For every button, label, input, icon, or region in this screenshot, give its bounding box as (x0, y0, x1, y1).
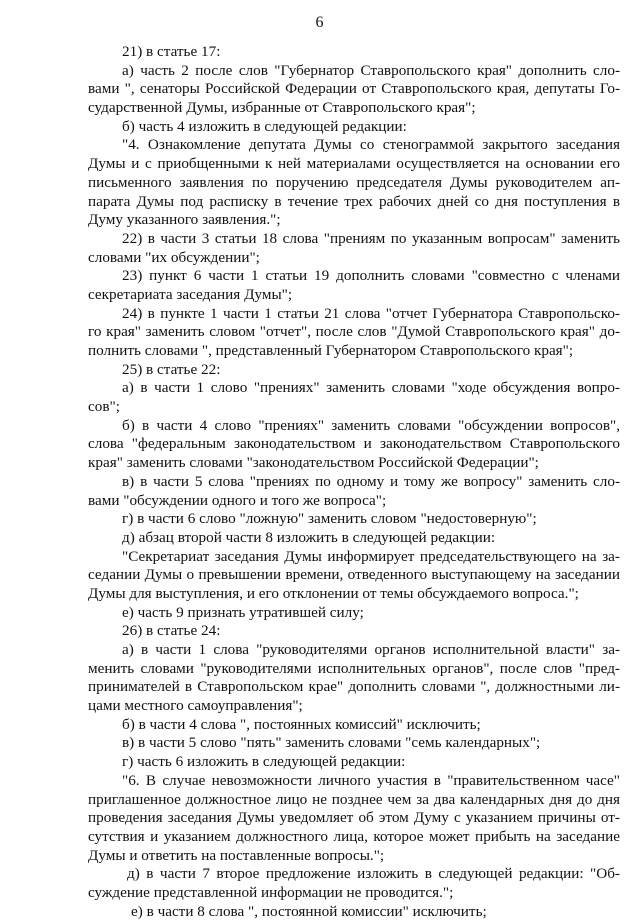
paragraph-line: д) абзац второй части 8 изложить в следующей редакции: (122, 528, 496, 546)
paragraph-line: Думу указанного заявления."; (88, 211, 281, 229)
paragraph-line: а) в части 1 слова "руководителями органов исполнительной власти" за- (122, 641, 620, 658)
paragraph-line: сов"; (88, 398, 120, 416)
paragraph-line: края" заменить словами "законодательством Российской Федерации"; (88, 454, 539, 472)
paragraph-line: слова "федеральным законодательством и законодательством Ставропольского (88, 435, 620, 453)
paragraph-line: 26) в статье 24: (122, 622, 221, 640)
paragraph-line: б) часть 4 изложить в следующей редакции: (122, 117, 407, 135)
paragraph-line: Думы и ответить на поставленные вопросы."; (88, 846, 385, 864)
paragraph-line: 22) в части 3 статьи 18 слова "прениям по указанным вопросам" заменить (122, 229, 620, 247)
paragraph-line: "4. Ознакомление депутата Думы со стенограммой закрытого заседания (122, 136, 620, 154)
paragraph-line: а) часть 2 после слов "Губернатор Ставропольского края" дополнить сло- (122, 61, 620, 79)
paragraph-line: е) в части 8 слова ", постоянной комиссии" исключить; (131, 902, 487, 920)
paragraph-line: 21) в статье 17: (122, 43, 221, 60)
paragraph-line: д) в части 7 второе предложение изложить в следующей редакции: "Об- (127, 865, 620, 883)
paragraph-line: 24) в пункте 1 части 1 статьи 21 слова "отчет Губернатора Ставропольско- (122, 304, 620, 322)
paragraph-line: а) в части 1 слово "прениях" заменить словами "ходе обсуждения вопро- (122, 379, 620, 397)
paragraph-line: б) в части 4 слово "прениях" заменить словами "обсуждении вопросов", (122, 416, 620, 434)
paragraph-line: цами местного самоуправления"; (88, 697, 303, 715)
page-number: 6 (315, 14, 324, 31)
paragraph-line: 25) в статье 22: (122, 360, 221, 378)
paragraph-line: секретариата заседания Думы"; (88, 285, 293, 303)
paragraph-line: е) часть 9 признать утратившей силу; (122, 603, 364, 621)
paragraph-line: 23) пункт 6 части 1 статьи 19 дополнить словами "совместно с членами (122, 267, 620, 285)
paragraph-line: вами ", сенаторы Российской Федерации от Ставропольского края, депутаты Го- (88, 80, 620, 98)
paragraph-line: сутствия и указанием должностного лица, которое может прибыть на заседание (88, 827, 620, 845)
document-body (88, 43, 620, 921)
paragraph-line: суждение представленной информации не проводится."; (88, 883, 454, 901)
paragraph-line: словами "их обсуждении"; (88, 248, 260, 266)
paragraph-line: менить словами "руководителями исполнительных органов", после слов "пред- (88, 659, 620, 677)
paragraph-line: проведения заседания Думы уведомляет об этом Думу с указанием причины от- (88, 809, 620, 827)
paragraph-line: седании Думы о превышении времени, отведенного выступающему на заседании (88, 566, 620, 584)
paragraph-line: б) в части 4 слова ", постоянных комиссий" исключить; (122, 715, 481, 733)
paragraph-line: "6. В случае невозможности личного участия в "правительственном часе" (122, 771, 620, 789)
paragraph-line: принимателей в Ставропольском крае" дополнить словами ", должностными ли- (88, 678, 620, 696)
paragraph-line: "Секретариат заседания Думы информирует председательствующего на за- (122, 547, 620, 565)
paragraph-line: в) в части 5 слово "пять" заменить словами "семь календарных"; (122, 734, 541, 752)
paragraph-line: го края" заменить словом "отчет", после слов "Думой Ставропольского края" до- (88, 323, 620, 341)
paragraph-line: парата Думы под расписку в течение трех рабочих дней со дня поступления в (88, 192, 620, 210)
paragraph-line: приглашенное должностное лицо не позднее чем за два календарных дня до дня (88, 790, 620, 808)
paragraph-line: вами "обсуждении одного и того же вопроса"; (88, 491, 387, 509)
paragraph-line: Думы для выступления, и его отклонении от темы обсуждаемого вопроса."; (88, 584, 579, 602)
paragraph-line: в) в части 5 слова "прениях по одному и тому же вопросу" заменить сло- (122, 472, 620, 490)
paragraph-line: сударственной Думы, избранные от Ставропольского края"; (88, 99, 476, 117)
paragraph-line: письменного заявления по поручению председателя Думы руководителем ап- (88, 173, 620, 191)
paragraph-line: г) часть 6 изложить в следующей редакции: (122, 753, 406, 771)
paragraph-line: полнить словами ", представленный Губернатором Ставропольского края"; (88, 342, 574, 359)
paragraph-line: Думы и с приобщенными к ней материалами осуществляется на основании его (88, 155, 620, 173)
paragraph-line: г) в части 6 слово "ложную" заменить словом "недостоверную"; (122, 510, 537, 528)
